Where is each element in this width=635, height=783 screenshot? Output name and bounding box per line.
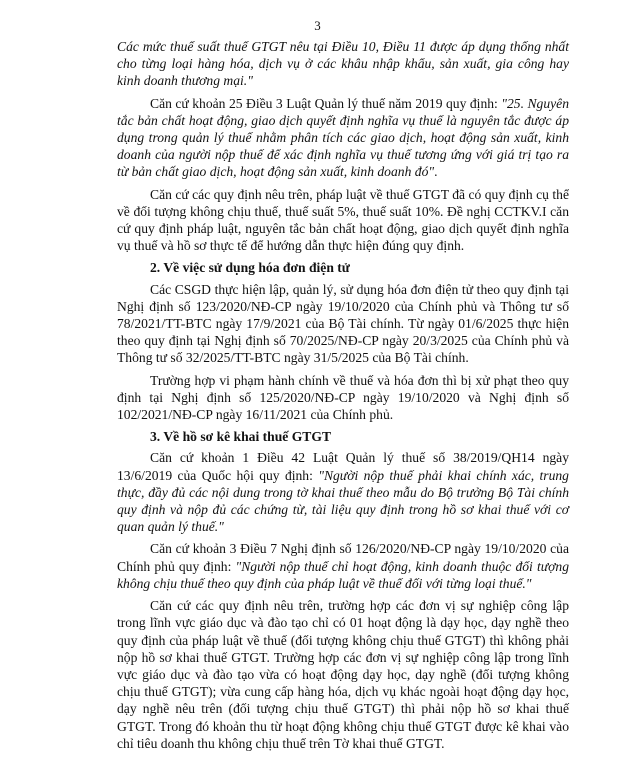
quoted-text: "25. Nguyên tắc bản chất hoạt động, giao dịch quyết định nghĩa vụ thuế là nguyên tắc được áp dụng trong quản lý thuế nhằm phân tích các giao dịch, hoạt động sản xuất, kinh doanh của người nộp thuế để xác định nghĩa vụ thuế tương ứng với giá trị tạo ra từ bản chất giao dịch, hoạt động sản xuất, kinh doanh đó" [117,95,570,180]
quoted-text: "Người nộp thuế phải khai chính xác, trung thực, đầy đủ các nội dung trong tờ khai thuế theo mẫu do Bộ trưởng Bộ Tài chính quy định và nộp đủ các chứng từ, tài liệu quy định trong hồ sơ khai thuế với cơ quan quản lý thuế." [117,467,569,535]
body-paragraph: Trường hợp vi phạm hành chính về thuế và hóa đơn thì bị xử phạt theo quy định tại Nghị định số 125/2020/NĐ-CP ngày 19/10/2020 và Nghị định số 102/2021/NĐ-CP ngày 16/11/2021 của Chính phủ. [117,372,569,423]
body-paragraph [117,95,569,181]
section-heading: 2. Về việc sử dụng hóa đơn điện tử [150,260,350,276]
section-heading: 3. Về hồ sơ kê khai thuế GTGT [150,429,332,445]
paragraph-text: Căn cứ khoản 1 Điều 42 Luật Quản lý thuế số 38/2019/QH14 ngày 13/6/2019 của Quốc hội quy định: [117,450,569,483]
paragraph-text: Căn cứ khoản 3 Điều 7 Nghị định số 126/2020/NĐ-CP ngày 19/10/2020 của Chính phủ quy định: [117,541,569,574]
document-body [117,38,569,757]
body-paragraph [117,540,569,592]
page-number: 3 [314,18,321,33]
body-paragraph: Các mức thuế suất thuế GTGT nêu tại Điều 10, Điều 11 được áp dụng thống nhất cho từng loại hàng hóa, dịch vụ ở các khâu nhập khẩu, sản xuất, gia công hay kinh doanh thương mại." [117,39,569,89]
quoted-text: "Người nộp thuế chỉ hoạt động, kinh doanh thuộc đối tượng không chịu thuế theo quy định của pháp luật về thuế đối với từng loại thuế." [117,558,569,591]
body-paragraph: Căn cứ các quy định nêu trên, pháp luật về thuế GTGT đã có quy định cụ thể về đối tượng không chịu thuế, thuế suất 5%, thuế suất 10%. Đề nghị CCTKV.I căn cứ quy định pháp luật, nguyên tắc bản chất hoạt động, giao dịch quyết định nghĩa vụ thuế và hồ sơ thực tế để hướng dẫn thực hiện đúng quy định. [117,186,569,254]
body-paragraph: Căn cứ các quy định nêu trên, trường hợp các đơn vị sự nghiệp công lập trong lĩnh vực giáo dục và đào tạo chỉ có 01 hoạt động là dạy học, dạy nghề theo quy định của pháp luật về thuế (đối tượng không chịu thuế GTGT) thì không phải nộp hồ sơ khai thuế GTGT. Trường hợp các đơn vị sự nghiệp công lập trong lĩnh vực giáo dục và đào tạo vừa có hoạt động dạy học, dạy nghề (đối tượng không chịu thuế GTGT); vừa cung cấp hàng hóa, dịch vụ khác ngoài hoạt động dạy học, dạy nghề nêu trên (đối tượng chịu thuế GTGT) thì phải nộp hồ sơ khai thuế GTGT. Trong đó khoản thu từ hoạt động không chịu thuế GTGT được kê khai vào chỉ tiêu doanh thu không chịu thuế trên Tờ khai thuế GTGT. [117,598,569,751]
body-paragraph: Các CSGD thực hiện lập, quản lý, sử dụng hóa đơn điện tử theo quy định tại Nghị định số 123/2020/NĐ-CP ngày 19/10/2020 của Chính phủ và Thông tư số 78/2021/TT-BTC ngày 17/9/2021 của Bộ Tài chính. Từ ngày 01/6/2025 thực hiện theo quy định tại Nghị định số 70/2025/NĐ-CP ngày 20/3/2025 của Chính phủ và Thông tư số 32/2025/TT-BTC ngày 31/5/2025 của Bộ Tài chính. [117,281,569,366]
paragraph-text: Căn cứ khoản 25 Điều 3 Luật Quản lý thuế năm 2019 quy định: [150,95,502,111]
paragraph-text: . [434,164,438,180]
body-paragraph [117,449,569,535]
